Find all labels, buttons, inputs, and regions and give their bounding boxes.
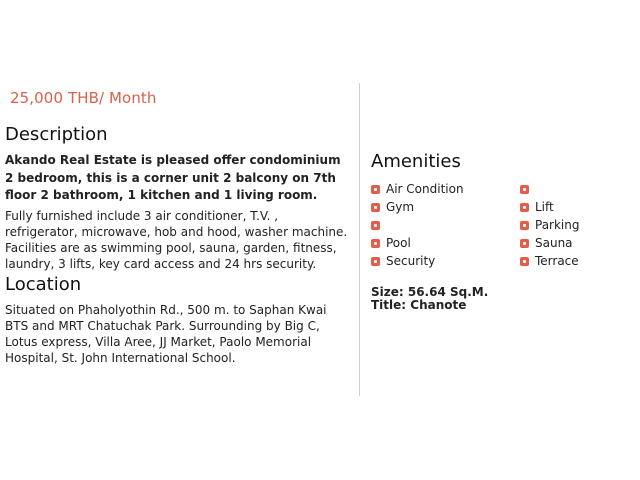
description-details: Fully furnished include 3 air conditioner, T.V. , refrigerator, microwave, hob and hood, washer machine. Facilities are as swimming pool, sauna, garden, fitness, laundry, 3 lifts, key card access and 24 hrs security. xyxy=(5,209,348,271)
amenity-label: Lift xyxy=(535,200,554,214)
amenity-label: Air Condition xyxy=(386,182,464,196)
amenities-heading: Amenities xyxy=(371,151,461,172)
size-spec: Size: 56.64 Sq.M. xyxy=(371,285,489,299)
amenity-item xyxy=(371,218,386,232)
amenity-item xyxy=(371,200,414,214)
amenity-label: Pool xyxy=(386,236,411,250)
amenity-label: Terrace xyxy=(535,254,579,268)
bullet-icon xyxy=(371,239,380,248)
amenity-item xyxy=(371,182,464,196)
amenity-item xyxy=(371,254,435,268)
bullet-icon xyxy=(371,221,380,230)
amenity-item xyxy=(520,218,580,232)
amenity-item xyxy=(520,254,579,268)
location-text: Situated on Phaholyothin Rd., 500 m. to Saphan Kwai BTS and MRT Chatuchak Park. Surrounding by Big C, Lotus express, Villa Aree, JJ Market, Paolo Memorial Hospital, St. John International School. xyxy=(5,303,327,365)
bullet-icon xyxy=(371,257,380,266)
column-divider xyxy=(359,83,360,396)
amenity-label: Parking xyxy=(535,218,580,232)
bullet-icon xyxy=(371,203,380,212)
amenity-label: Security xyxy=(386,254,436,268)
amenity-item xyxy=(371,236,411,250)
amenity-item xyxy=(520,182,535,196)
amenity-item xyxy=(520,236,573,250)
bullet-icon xyxy=(520,203,529,212)
bullet-icon xyxy=(520,185,529,194)
title-spec: Title: Chanote xyxy=(371,298,467,312)
price-label: 25,000 THB/ Month xyxy=(10,89,157,107)
amenity-item xyxy=(520,200,554,214)
bullet-icon xyxy=(520,239,529,248)
amenity-label: Sauna xyxy=(535,236,573,250)
amenity-label: Gym xyxy=(386,200,415,214)
bullet-icon xyxy=(520,221,529,230)
location-heading: Location xyxy=(5,274,82,295)
description-heading: Description xyxy=(5,124,108,145)
description-intro: Akando Real Estate is pleased offer condominium 2 bedroom, this is a corner unit 2 balcony on 7th floor 2 bathroom, 1 kitchen and 1 living room. xyxy=(5,153,341,202)
bullet-icon xyxy=(520,257,529,266)
bullet-icon xyxy=(371,185,380,194)
